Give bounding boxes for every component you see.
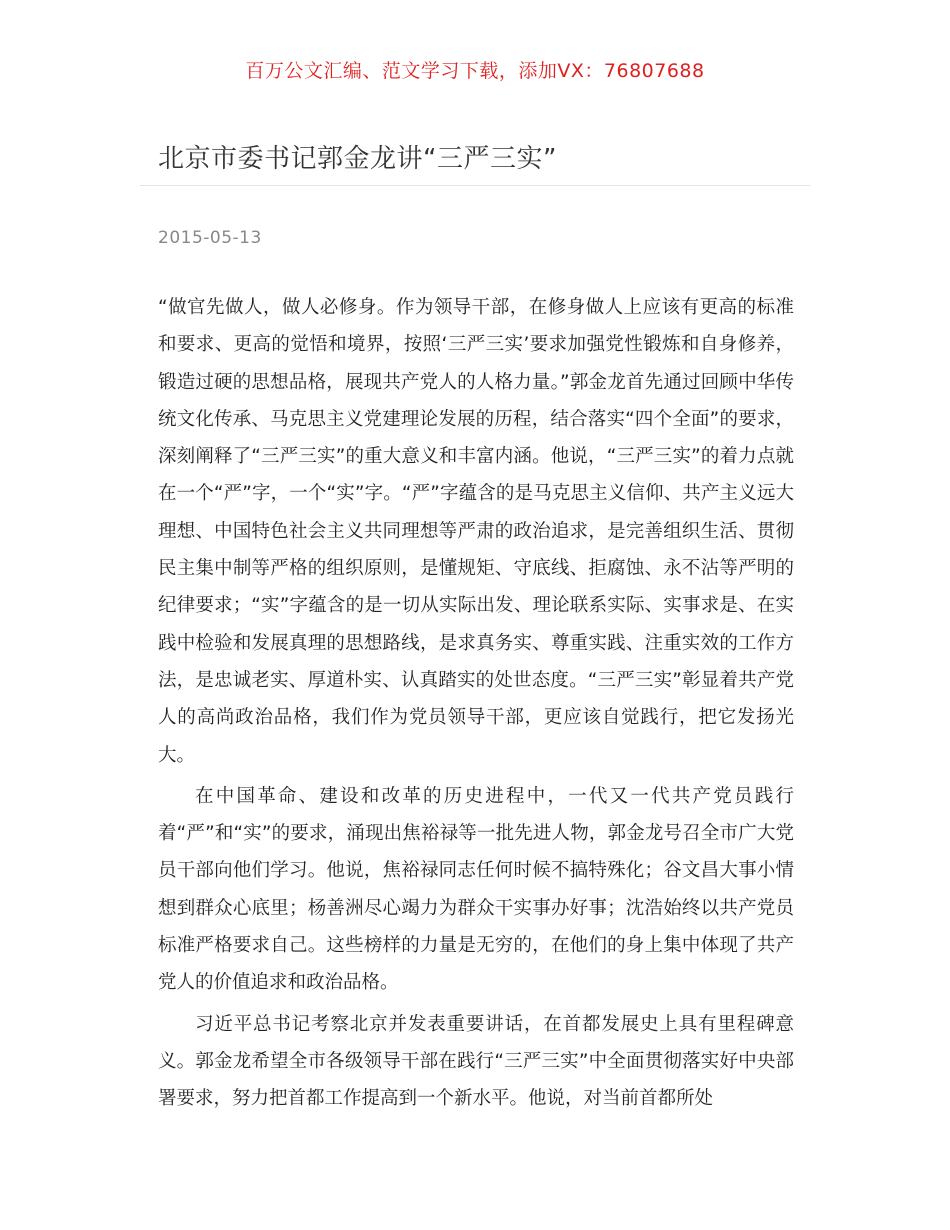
title-divider [140, 185, 810, 186]
promo-banner: 百万公文汇编、范文学习下载，添加VX：76807688 [245, 60, 705, 82]
article-paragraph: 习近平总书记考察北京并发表重要讲话，在首都发展史上具有里程碑意义。郭金龙希望全市各级领导干部在践行“三严三实”中全面贯彻落实好中央部署要求，努力把首都工作提高到一个新水平。他说，对当前首都所处 [158, 1013, 794, 1110]
article-paragraph: 在中国革命、建设和改革的历史进程中，一代又一代共产党员践行着“严”和“实”的要求，涌现出焦裕禄等一批先进人物，郭金龙号召全市广大党员干部向他们学习。他说，焦裕禄同志任何时候不搞特殊化；谷文昌大事小情想到群众心底里；杨善洲尽心竭力为群众干实事办好事；沈浩始终以共产党员标准严格要求自己。这些榜样的力量是无穷的，在他们的身上集中体现了共产党人的价值追求和政治品格。 [158, 785, 794, 994]
publish-date: 2015-05-13 [158, 228, 262, 248]
article-title: 北京市委书记郭金龙讲“三严三实” [158, 144, 557, 174]
article-body [158, 289, 794, 1122]
article-paragraph: “做官先做人，做人必修身。作为领导干部，在修身做人上应该有更高的标准和要求、更高的觉悟和境界，按照‘三严三实’要求加强党性锻炼和自身修养，锻造过硬的思想品格，展现共产党人的人格力量。”郭金龙首先通过回顾中华传统文化传承、马克思主义党建理论发展的历程，结合落实“四个全面”的要求，深刻阐释了“三严三实”的重大意义和丰富内涵。他说，“三严三实”的着力点就在一个“严”字，一个“实”字。“严”字蕴含的是马克思主义信仰、共产主义远大理想、中国特色社会主义共同理想等严肃的政治追求，是完善组织生活、贯彻民主集中制等严格的组织原则，是懂规矩、守底线、拒腐蚀、永不沾等严明的纪律要求；“实”字蕴含的是一切从实际出发、理论联系实际、实事求是、在实践中检验和发展真理的思想路线，是求真务实、尊重实践、注重实效的工作方法，是忠诚老实、厚道朴实、认真踏实的处世态度。“三严三实”彰显着共产党人的高尚政治品格，我们作为党员领导干部，更应该自觉践行，把它发扬光大。 [158, 297, 794, 766]
